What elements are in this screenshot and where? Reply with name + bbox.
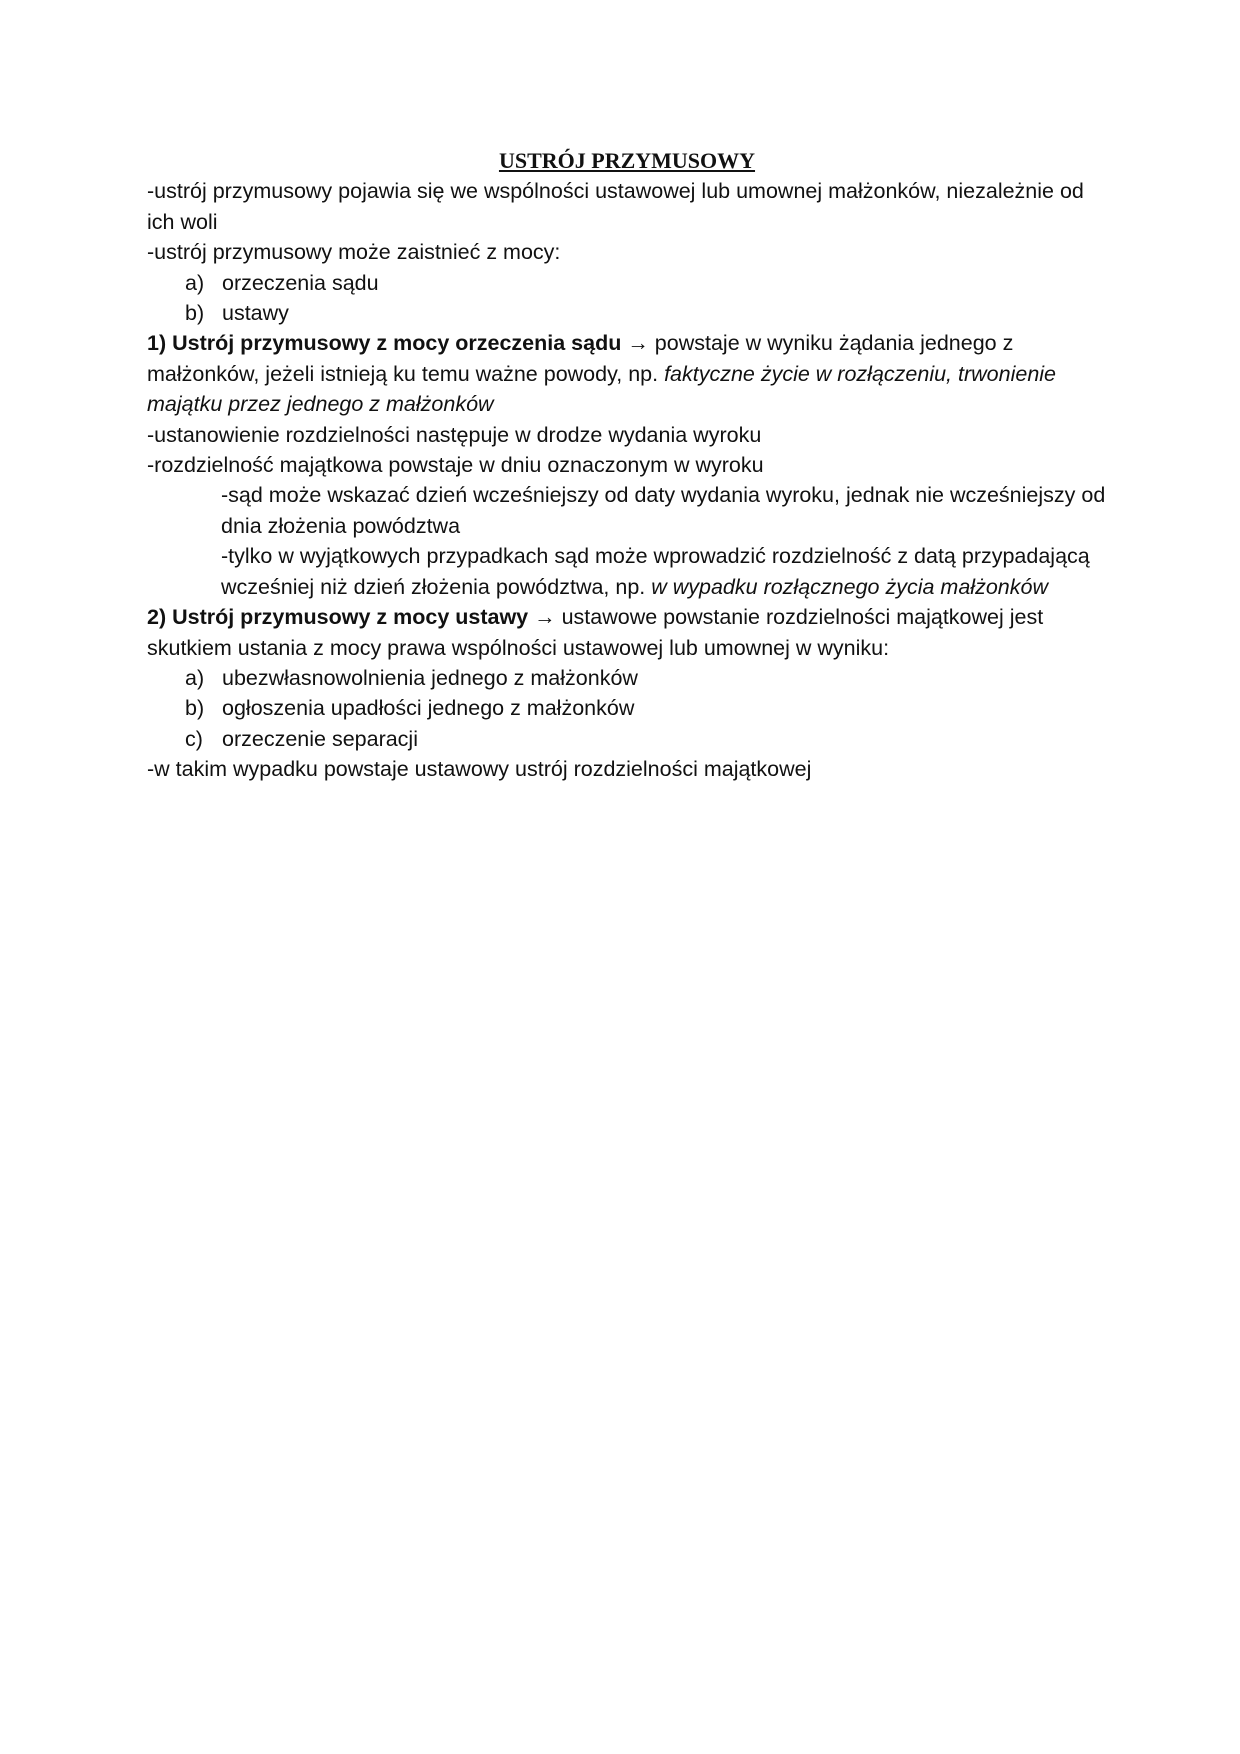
indent-line-1: -sąd może wskazać dzień wcześniejszy od daty wydania wyroku, jednak nie wcześniejszy od dnia złożenia powództwa: [221, 483, 1106, 538]
list-item: [147, 268, 1107, 298]
indent-line-2-text: -tylko w wyjątkowych przypadkach sąd może wprowadzić rozdzielność z datą przypadającą wcześniej niż dzień złożenia powództwa, np.: [221, 544, 1090, 599]
closing-line: -w takim wypadku powstaje ustawowy ustrój rozdzielności majątkowej: [147, 757, 812, 782]
list-item: [147, 693, 1107, 723]
list-item-text: ogłoszenia upadłości jednego z małżonków: [222, 696, 635, 721]
intro-line-1: -ustrój przymusowy pojawia się we wspólności ustawowej lub umownej małżonków, niezależnie od ich woli: [147, 179, 1084, 234]
section-2-text: ustawowe powstanie rozdzielności majątkowej jest skutkiem ustania z mocy prawa wspólności ustawowej lub umownej w wyniku:: [147, 605, 1044, 660]
list-marker: b): [185, 696, 205, 721]
intro-line-2: -ustrój przymusowy może zaistnieć z mocy:: [147, 240, 561, 265]
list-marker: a): [185, 270, 205, 295]
list-item: [147, 298, 1107, 328]
list-sources: [147, 268, 1107, 329]
list-item: [147, 724, 1107, 754]
list-marker: c): [185, 726, 203, 751]
section-1-examples: faktyczne życie w rozłączeniu, trwonienie majątku przez jednego z małżonków: [147, 361, 1057, 417]
list-item: [147, 663, 1107, 693]
list-item-text: ubezwłasnowolnienia jednego z małżonków: [222, 665, 638, 690]
line-3: -ustanowienie rozdzielności następuje w drodze wydania wyroku: [147, 422, 762, 447]
arrow-right-icon: →: [627, 331, 649, 356]
section-1-paragraph: [147, 328, 1107, 419]
section-1-text: powstaje w wyniku żądania jednego z małżonków, jeżeli istnieją ku temu ważne powody, np.: [147, 331, 1014, 386]
list-marker: a): [185, 665, 205, 690]
section-2-paragraph: [147, 602, 1107, 663]
document-title: USTRÓJ PRZYMUSOWY: [498, 148, 756, 173]
list-marker: b): [185, 301, 205, 326]
line-4: -rozdzielność majątkowa powstaje w dniu oznaczonym w wyroku: [147, 453, 764, 478]
indent-line-2: [147, 541, 1107, 602]
document-content: [147, 146, 1107, 785]
list-item-text: orzeczenia sądu: [222, 270, 379, 295]
section-1-heading: 1) Ustrój przymusowy z mocy orzeczenia sądu: [147, 331, 622, 356]
indent-line-2-example: w wypadku rozłącznego życia małżonków: [651, 574, 1048, 599]
list-causes: [147, 663, 1107, 754]
section-2-heading: 2) Ustrój przymusowy z mocy ustawy: [147, 605, 529, 630]
list-item-text: ustawy: [222, 301, 289, 326]
list-item-text: orzeczenie separacji: [222, 726, 418, 751]
arrow-right-icon: →: [534, 605, 556, 630]
